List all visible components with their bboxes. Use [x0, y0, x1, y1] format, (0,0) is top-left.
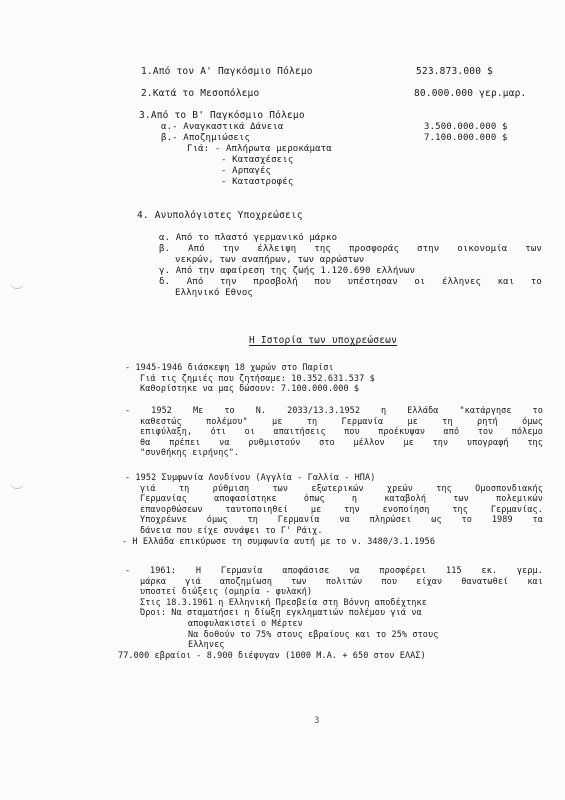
history-line: Ελληνες	[188, 640, 225, 651]
history-line: 77.000 εβραίοι - 8.900 διέφυγαν (1000 Μ.Α. + 650 στον ΕΛΑΣ)	[118, 650, 426, 661]
margin-mark	[10, 482, 24, 489]
history-line: θα πρέπει να ρυθμιστούν στο μέλλον με την υπογραφή της	[140, 437, 543, 448]
history-line: Γιά τις ζημιές που ζητήσαμε: 10.352.631.537 $	[140, 373, 375, 384]
history-line: Όροι: Να σταματήσει η δίωξη εγκληματιών πολέμου γιά να	[140, 608, 422, 619]
history-line: επιφύλαξη, ότι οι απαιτήσεις που προέκυψαν από τον πόλεμο	[140, 427, 543, 438]
margin-mark	[10, 282, 24, 289]
section-3-subitem: - Καταστροφές	[221, 177, 294, 187]
history-line: Στις 18.3.1961 η Ελληνική Πρεσβεία στη Βόννη αποδέχτηκε	[140, 597, 427, 608]
history-line: γιά τη ρύθμιση των εξωτερικών χρεών της Ομοσπονδιακής	[140, 483, 543, 494]
history-paragraph-3	[122, 473, 543, 547]
section-3-subitem: - Κατασχέσεις	[221, 155, 294, 165]
history-line: - 1945-1946 διάσκεψη 18 χωρών στο Παρίσι	[125, 363, 334, 373]
section-4-label: 4. Ανυπολόγιστες Υποχρεώσεις	[137, 210, 303, 221]
section-2-label: 2.Κατά το Μεσοπόλεμο	[141, 88, 260, 99]
history-title: Η Ιστορία των υποχρεώσεων	[249, 335, 397, 346]
history-line: Γερμανίας αποφασίστηκε όπως η καταβολή των πολεμικών	[140, 494, 543, 505]
section-3-item-a-label: α.- Αναγκαστικά Δάνεια	[161, 122, 284, 132]
section-1-label: 1.Από τον Α' Παγκόσμιο Πόλεμο	[141, 66, 313, 77]
section-2-amount: 80.000.000 γερ.μαρ.	[414, 88, 527, 99]
section-3-gia-line: Γιά: - Απλήρωτα μεροκάματα	[187, 144, 332, 154]
history-line: - 1952 Με το Ν. 2033/13.3.1952 η Ελλάδα "κατάργησε το	[125, 406, 543, 416]
history-paragraph-1	[125, 363, 375, 395]
history-line: καθεστώς πολέμου" με τη Γερμανία με τη ρητή όμως	[140, 416, 543, 427]
history-paragraph-4	[118, 566, 543, 661]
history-line: Υποχρέωνε όμως τη Γερμανία να πληρώσει ως το 1989 τα	[140, 515, 543, 526]
history-line: επανορθώσεων ταυτοποιηθεί με την ενοποίηση της Γερμανίας.	[140, 504, 543, 515]
section-3-subitem: - Αρπαγές	[221, 166, 272, 176]
section-3-item-b-amount: 7.100.000.000 $	[424, 133, 508, 143]
history-line: - 1952 Συμφωνία Λονδίνου (Αγγλία - Γαλλία - ΗΠΑ)	[125, 473, 376, 483]
history-line: "συνθήκης ειρήνης".	[140, 448, 240, 459]
section-4-item-c: γ. Από την αφαίρεση της ζωής 1.120.690 ελλήνων	[159, 266, 416, 276]
section-4-item-a: α. Από το πλαστό γερμανικό μάρκο	[159, 233, 338, 243]
history-line: - 1961: Η Γερμανία αποφάσισε να προσφέρει 115 εκ. γερμ.	[125, 566, 543, 576]
section-3-item-b-label: β.- Αποζημιώσεις	[161, 133, 251, 143]
history-line: υποστεί διώξεις (ομηρία - φυλακή)	[140, 587, 313, 598]
history-paragraph-2	[125, 406, 543, 459]
section-4-item-d-line2: Ελληνικό Εθνος	[175, 288, 253, 298]
section-4-item-b-line2: νεκρών, των αναπήρων, των αρρώστων	[175, 255, 365, 265]
section-4-item-b-line1: β. Από την έλλειψη της προσφοράς στην οικονομία των	[159, 244, 542, 254]
history-line: δάνεια που είχε συνάψει το Γ' Ράιχ.	[140, 525, 323, 536]
section-1-amount: 523.873.000 $	[416, 66, 493, 77]
history-line: Να δοθούν το 75% στους εβραίους και το 25% στους	[188, 629, 439, 640]
section-3-item-a-amount: 3.500.000.000 $	[424, 122, 508, 132]
history-line: μάρκα γιά αποζημίωση των πολιτών που είχαν θανατωθεί και	[140, 576, 543, 587]
page-number: 3	[314, 716, 320, 726]
history-line: αποφυλακιστεί ο Μέρτεν	[188, 618, 303, 629]
section-3-label: 3.Από το Β' Παγκόσμιο Πόλεμο	[139, 110, 305, 121]
section-4-item-d-line1: δ. Από την προσβολή που υπέστησαν οι έλληνες και το	[159, 277, 542, 287]
history-line: - Η Ελλάδα επικύρωσε τη συμφωνία αυτή με το ν. 3480/3.1.1956	[122, 536, 436, 547]
history-line: Καθορίστηκε να μας δώσουν: 7.100.000.000 $	[140, 384, 360, 395]
